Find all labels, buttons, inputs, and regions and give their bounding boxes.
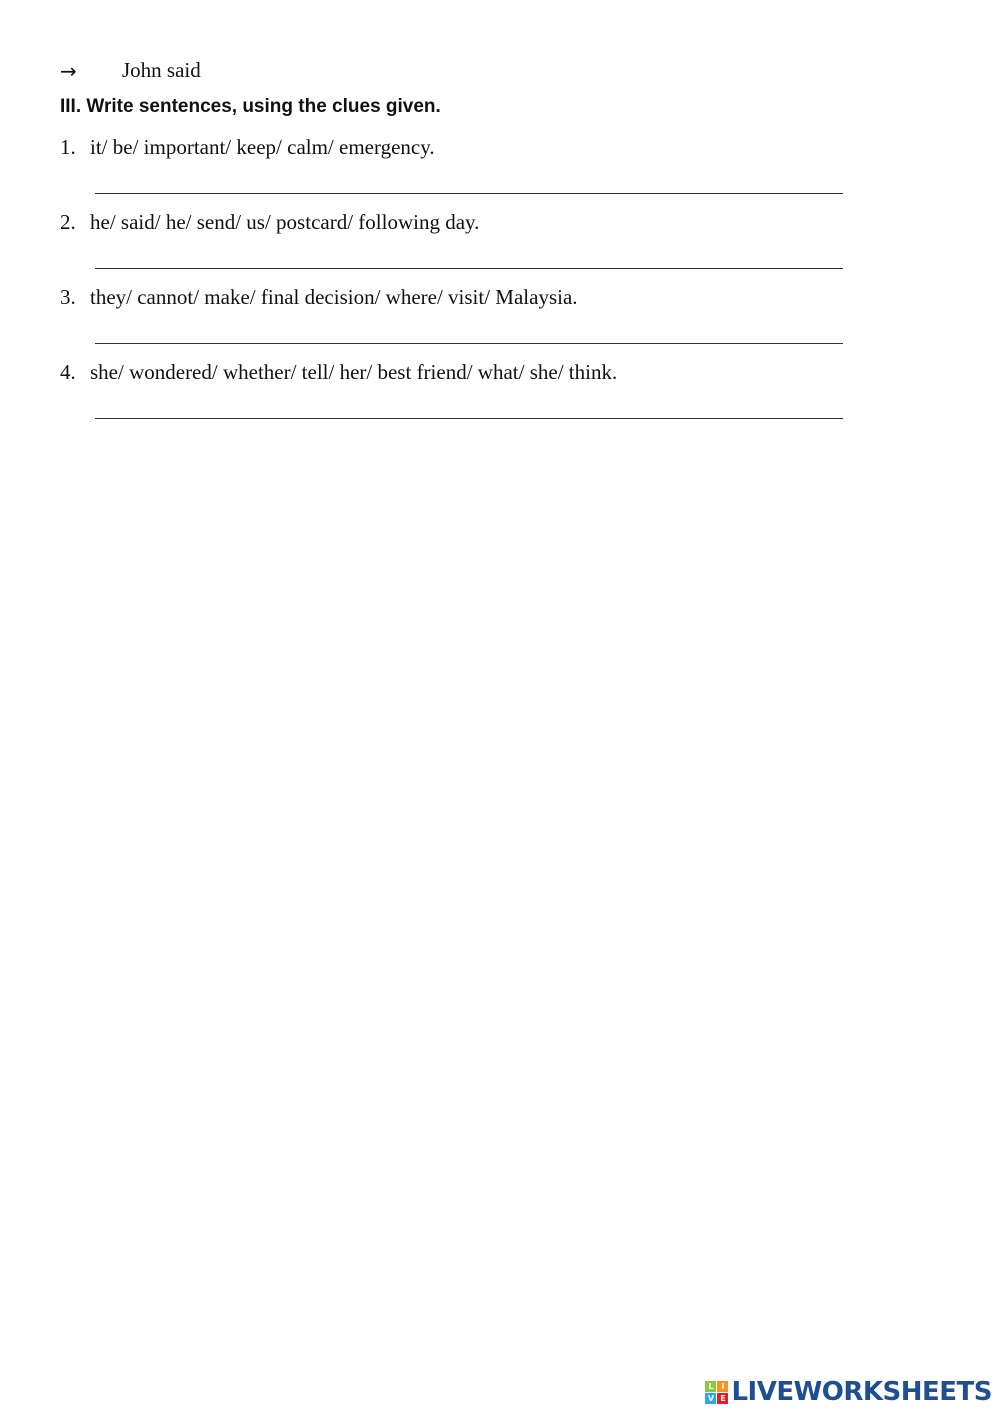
exercise-item-3 <box>60 285 578 310</box>
item-number: 1. <box>60 135 76 159</box>
logo-mark-i: I <box>717 1381 728 1392</box>
exercise-item-2 <box>60 210 479 235</box>
item-number: 2. <box>60 210 76 234</box>
logo-mark-v: V <box>705 1393 716 1404</box>
exercise-item-4 <box>60 360 617 385</box>
logo-text: LIVEWORKSHEETS <box>731 1377 992 1407</box>
logo-mark-e: E <box>717 1393 728 1404</box>
previous-answer-text: John said <box>122 58 201 82</box>
item-clue: she/ wondered/ whether/ tell/ her/ best friend/ what/ she/ think. <box>90 360 618 384</box>
section-heading: III. Write sentences, using the clues given. <box>60 96 441 117</box>
logo-mark-icon <box>705 1381 728 1404</box>
item-clue: it/ be/ important/ keep/ calm/ emergency. <box>90 135 435 159</box>
item-number: 4. <box>60 360 76 384</box>
item-clue: he/ said/ he/ send/ us/ postcard/ following day. <box>90 210 480 234</box>
answer-line-2[interactable] <box>95 268 843 269</box>
liveworksheets-logo <box>705 1377 992 1407</box>
answer-line-1[interactable] <box>95 193 843 194</box>
previous-answer-line <box>60 58 201 83</box>
answer-line-3[interactable] <box>95 343 843 344</box>
item-number: 3. <box>60 285 76 309</box>
answer-line-4[interactable] <box>95 418 843 419</box>
logo-mark-l: L <box>705 1381 716 1392</box>
exercise-item-1 <box>60 135 435 160</box>
item-clue: they/ cannot/ make/ final decision/ where/ visit/ Malaysia. <box>90 285 578 309</box>
arrow-right-icon: → <box>60 58 77 83</box>
